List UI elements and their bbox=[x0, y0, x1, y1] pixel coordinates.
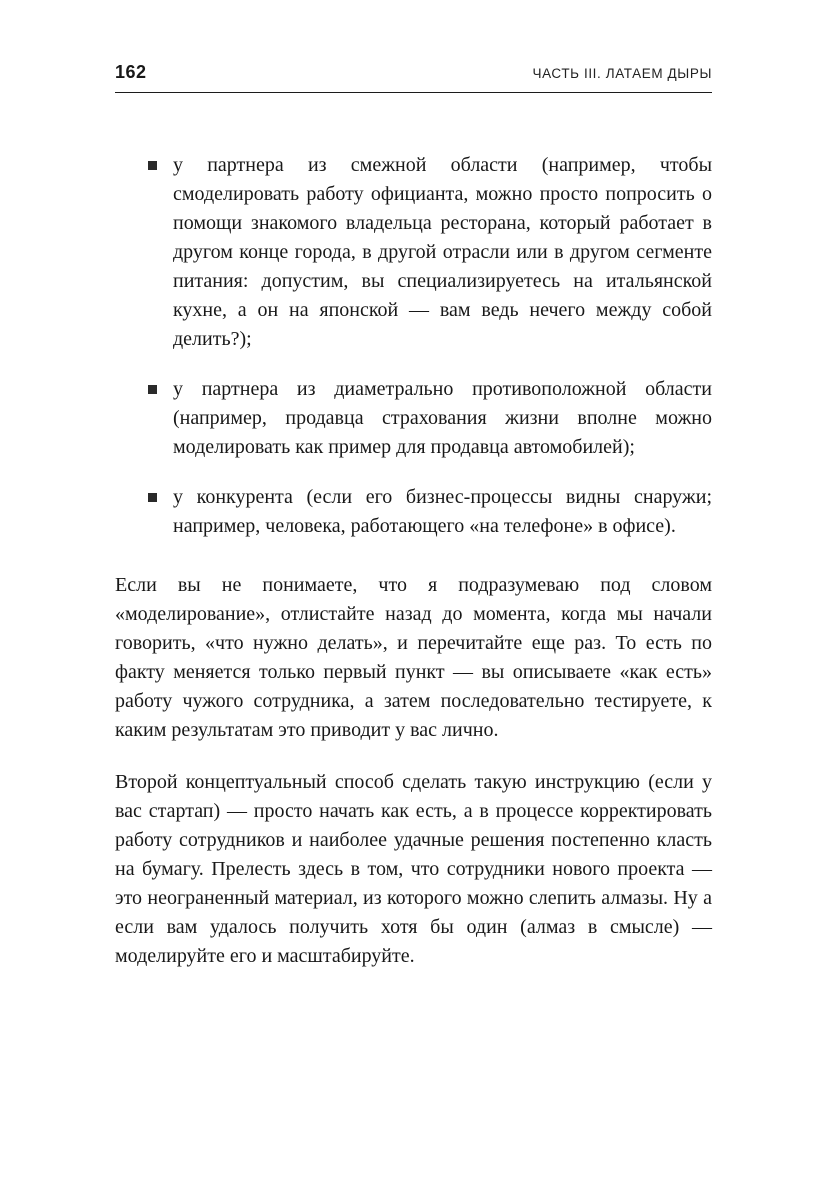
list-item bbox=[148, 483, 712, 541]
square-bullet-icon bbox=[148, 385, 157, 394]
list-item-text: у конкурента (если его бизнес-процессы видны снаружи; например, человека, работающего «на телефоне» в офисе). bbox=[173, 486, 712, 537]
list-item bbox=[148, 375, 712, 462]
paragraph: Второй концептуальный способ сделать такую инструкцию (если у вас стартап) — просто начать как есть, а в процессе корректировать работу сотрудников и наиболее удачные решения постепенно класть на бумагу. Прелесть здесь в том, что сотрудники нового проекта — это неограненный материал, из которого можно слепить алмазы. Ну а если вам удалось получить хотя бы один (алмаз в смысле) — моделируйте его и масштабируйте. bbox=[115, 771, 712, 967]
bullet-list bbox=[115, 151, 712, 541]
square-bullet-icon bbox=[148, 161, 157, 170]
page-body bbox=[115, 151, 712, 971]
page-number: 162 bbox=[115, 62, 147, 82]
list-item-text: у партнера из диаметрально противоположной области (например, продавца страхования жизни вполне можно моделировать как пример для продавца автомобилей); bbox=[173, 378, 712, 458]
list-item-text: у партнера из смежной области (например, чтобы смоделировать работу официанта, можно просто попросить о помощи знакомого владельца ресторана, который работает в другом конце города, в другой отрасли или в другом сегменте питания: допустим, вы специализируетесь на итальянской кухне, а он на японской — вам ведь нечего между собой делить?); bbox=[173, 154, 712, 350]
page-header bbox=[115, 62, 712, 93]
running-head: ЧАСТЬ III. ЛАТАЕМ ДЫРЫ bbox=[532, 66, 712, 81]
paragraph: Если вы не понимаете, что я подразумеваю под словом «моделирование», отлистайте назад до момента, когда мы начали говорить, «что нужно делать», и перечитайте еще раз. То есть по факту меняется только первый пункт — вы описываете «как есть» работу чужого сотрудника, а затем последовательно тестируете, к каким результатам это приводит у вас лично. bbox=[115, 574, 712, 741]
square-bullet-icon bbox=[148, 493, 157, 502]
list-item bbox=[148, 151, 712, 354]
